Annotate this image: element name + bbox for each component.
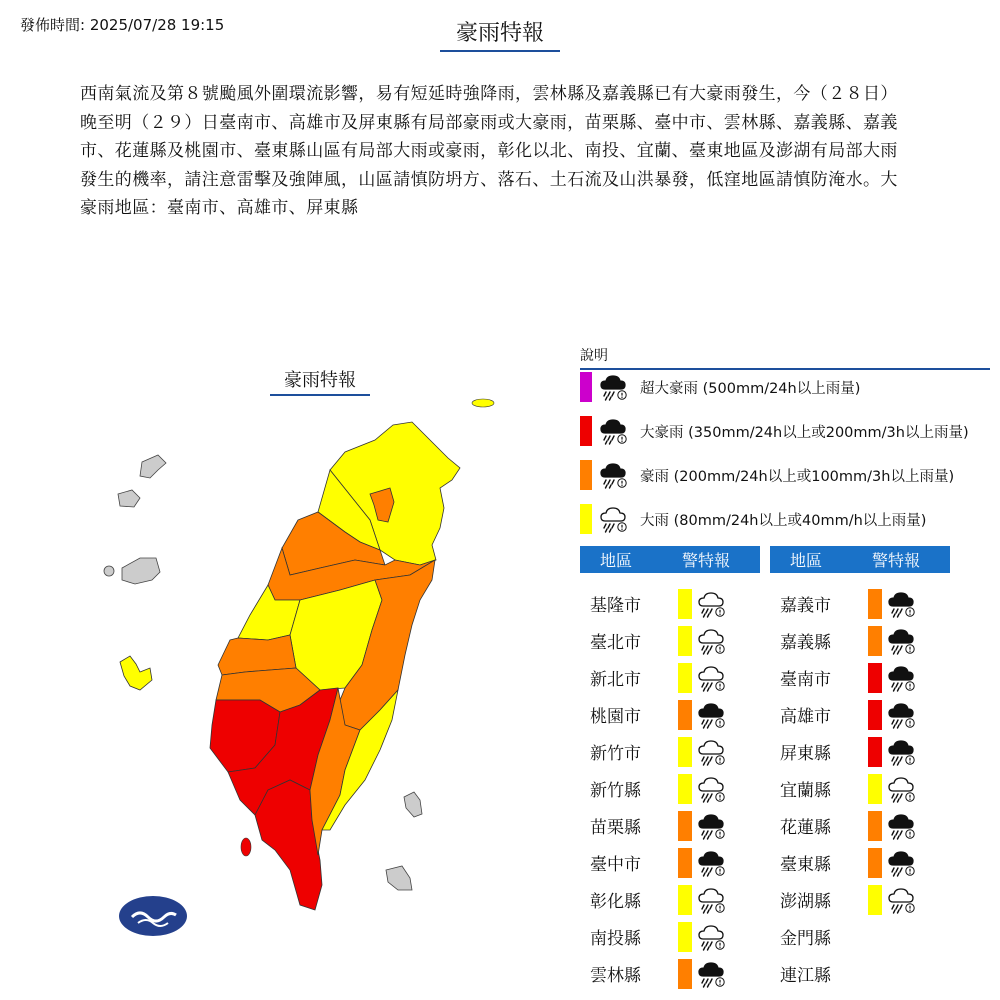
- table-row: [770, 918, 850, 955]
- table-row: [770, 622, 916, 659]
- legend-label: 超大豪雨 (500mm/24h以上雨量): [640, 380, 861, 397]
- torrential-rain-icon: [886, 700, 916, 730]
- warning-level-bar: [868, 774, 882, 804]
- torrential-rain-icon: [696, 700, 726, 730]
- map-island-matsu-1: [140, 455, 166, 478]
- map-island-matsu-2: [118, 490, 140, 507]
- warning-level-bar: [678, 848, 692, 878]
- table-row: [580, 918, 726, 955]
- table-row: [770, 585, 916, 622]
- warning-level-bar: [868, 663, 882, 693]
- map-title: 豪雨特報: [270, 366, 370, 396]
- region-name: 新竹縣: [590, 781, 641, 801]
- warning-level-bar: [678, 700, 692, 730]
- heavy-rain-icon: [886, 774, 916, 804]
- region-name: 桃園市: [590, 707, 641, 727]
- column-header-area: 地區: [599, 551, 632, 570]
- region-name: 高雄市: [780, 707, 831, 727]
- table-row: [770, 807, 916, 844]
- torrential-rain-icon: [886, 589, 916, 619]
- legend-label: 大豪雨 (350mm/24h以上或200mm/3h以上雨量): [640, 424, 969, 441]
- taiwan-warning-map: [90, 390, 510, 950]
- legend-label: 豪雨 (200mm/24h以上或100mm/3h以上雨量): [640, 468, 955, 485]
- table-row: [580, 881, 726, 918]
- table-row: [770, 659, 916, 696]
- legend-swatch: [580, 460, 592, 490]
- heavy-rain-icon: [886, 885, 916, 915]
- column-header-area: 地區: [789, 551, 822, 570]
- warning-level-bar: [678, 922, 692, 952]
- heavy-rain-icon: [696, 774, 726, 804]
- warning-level-bar: [868, 589, 882, 619]
- region-name: 基隆市: [590, 596, 641, 616]
- table-row: [580, 585, 726, 622]
- table-row: [770, 733, 916, 770]
- table-row: [770, 844, 916, 881]
- region-name: 彰化縣: [590, 892, 641, 912]
- legend-swatch: [580, 416, 592, 446]
- map-island-guishan: [472, 399, 494, 407]
- table-row: [770, 696, 916, 733]
- heavy-rain-icon: [696, 885, 726, 915]
- legend-label: 大雨 (80mm/24h以上或40mm/h以上雨量): [640, 512, 927, 529]
- legend-item-torrential: [580, 414, 969, 448]
- region-name: 南投縣: [590, 929, 641, 949]
- torrential-rain-icon: [696, 848, 726, 878]
- table-row: [770, 881, 916, 918]
- torrential-rain-icon: [696, 959, 726, 989]
- warning-level-bar: [678, 663, 692, 693]
- torrential-rain-icon: [886, 811, 916, 841]
- warning-description: 西南氣流及第８號颱風外圍環流影響，易有短延時強降雨，雲林縣及嘉義縣已有大豪雨發生，今（２８日）晚至明（２９）日臺南市、高雄市及屏東縣有局部豪雨或大豪雨，苗栗縣、臺中市、雲林縣、嘉義縣、嘉義市、花蓮縣及桃園市、臺東縣山區有局部大雨或豪雨，彰化以北、南投、宜蘭、臺東地區及澎湖有局部大雨發生的機率，請注意雷擊及強陣風，山區請慎防坍方、落石、土石流及山洪暴發，低窪地區請慎防淹水。大豪雨地區：臺南市、高雄市、屏東縣: [80, 84, 898, 218]
- cwa-logo: [118, 895, 188, 937]
- table-row: [580, 844, 726, 881]
- warning-level-bar: [678, 885, 692, 915]
- heavy-rain-icon: [696, 589, 726, 619]
- region-name: 屏東縣: [780, 744, 831, 764]
- region-name: 連江縣: [780, 966, 831, 986]
- super-torrential-rain-icon: [598, 372, 634, 402]
- region-name: 臺北市: [590, 633, 641, 653]
- warning-level-bar: [868, 885, 882, 915]
- region-name: 嘉義市: [780, 596, 831, 616]
- warning-level-bar: [868, 626, 882, 656]
- legend-swatch: [580, 504, 592, 534]
- table-row: [580, 622, 726, 659]
- region-name: 新竹市: [590, 744, 641, 764]
- heavy-rain-icon: [696, 663, 726, 693]
- legend-title: 說明: [580, 345, 990, 370]
- region-name: 雲林縣: [590, 966, 641, 986]
- issue-time: 發佈時間: 2025/07/28 19:15: [20, 16, 225, 34]
- table-header-right: [770, 546, 950, 573]
- warning-level-bar: [868, 737, 882, 767]
- warning-level-bar: [678, 811, 692, 841]
- table-row: [580, 955, 726, 992]
- map-island-kinmen: [122, 558, 160, 584]
- column-header-warning: 警特報: [871, 551, 920, 570]
- torrential-rain-icon: [598, 460, 634, 490]
- table-row: [580, 696, 726, 733]
- torrential-rain-icon: [886, 663, 916, 693]
- warning-level-bar: [678, 959, 692, 989]
- heavy-rain-icon: [696, 626, 726, 656]
- region-name: 臺東縣: [780, 855, 831, 875]
- region-name: 金門縣: [780, 929, 831, 949]
- table-header-left: [580, 546, 760, 573]
- table-row: [770, 955, 850, 992]
- region-name: 臺中市: [590, 855, 641, 875]
- torrential-rain-icon: [696, 811, 726, 841]
- table-row: [580, 733, 726, 770]
- warning-level-bar: [868, 811, 882, 841]
- warning-level-bar: [678, 589, 692, 619]
- map-region-penghu: [120, 656, 152, 690]
- region-name: 花蓮縣: [780, 818, 831, 838]
- region-name: 新北市: [590, 670, 641, 690]
- warning-level-bar: [678, 774, 692, 804]
- table-row: [580, 770, 726, 807]
- legend-swatch: [580, 372, 592, 402]
- region-name: 嘉義縣: [780, 633, 831, 653]
- legend-item-extreme: [580, 370, 860, 404]
- torrential-rain-icon: [886, 848, 916, 878]
- warning-level-bar: [678, 626, 692, 656]
- map-island-lieyu: [104, 566, 114, 576]
- column-header-warning: 警特報: [681, 551, 730, 570]
- map-island-liuqiu: [241, 838, 251, 856]
- legend-item-rain: [580, 502, 926, 536]
- heavy-rain-icon: [696, 737, 726, 767]
- torrential-rain-icon: [886, 626, 916, 656]
- table-row: [770, 770, 916, 807]
- region-name: 澎湖縣: [780, 892, 831, 912]
- map-island-green: [404, 792, 422, 817]
- torrential-rain-icon: [886, 737, 916, 767]
- region-name: 宜蘭縣: [780, 781, 831, 801]
- page-title: 豪雨特報: [440, 16, 560, 52]
- table-row: [580, 807, 726, 844]
- warning-level-bar: [868, 848, 882, 878]
- region-name: 臺南市: [780, 670, 831, 690]
- heavy-rain-icon: [696, 922, 726, 952]
- extremely-heavy-rain-icon: [598, 416, 634, 446]
- table-row: [580, 659, 726, 696]
- warning-level-bar: [678, 737, 692, 767]
- map-island-orchid: [386, 866, 412, 890]
- legend-item-heavy: [580, 458, 954, 492]
- region-name: 苗栗縣: [590, 818, 641, 838]
- heavy-rain-icon: [598, 504, 634, 534]
- warning-level-bar: [868, 700, 882, 730]
